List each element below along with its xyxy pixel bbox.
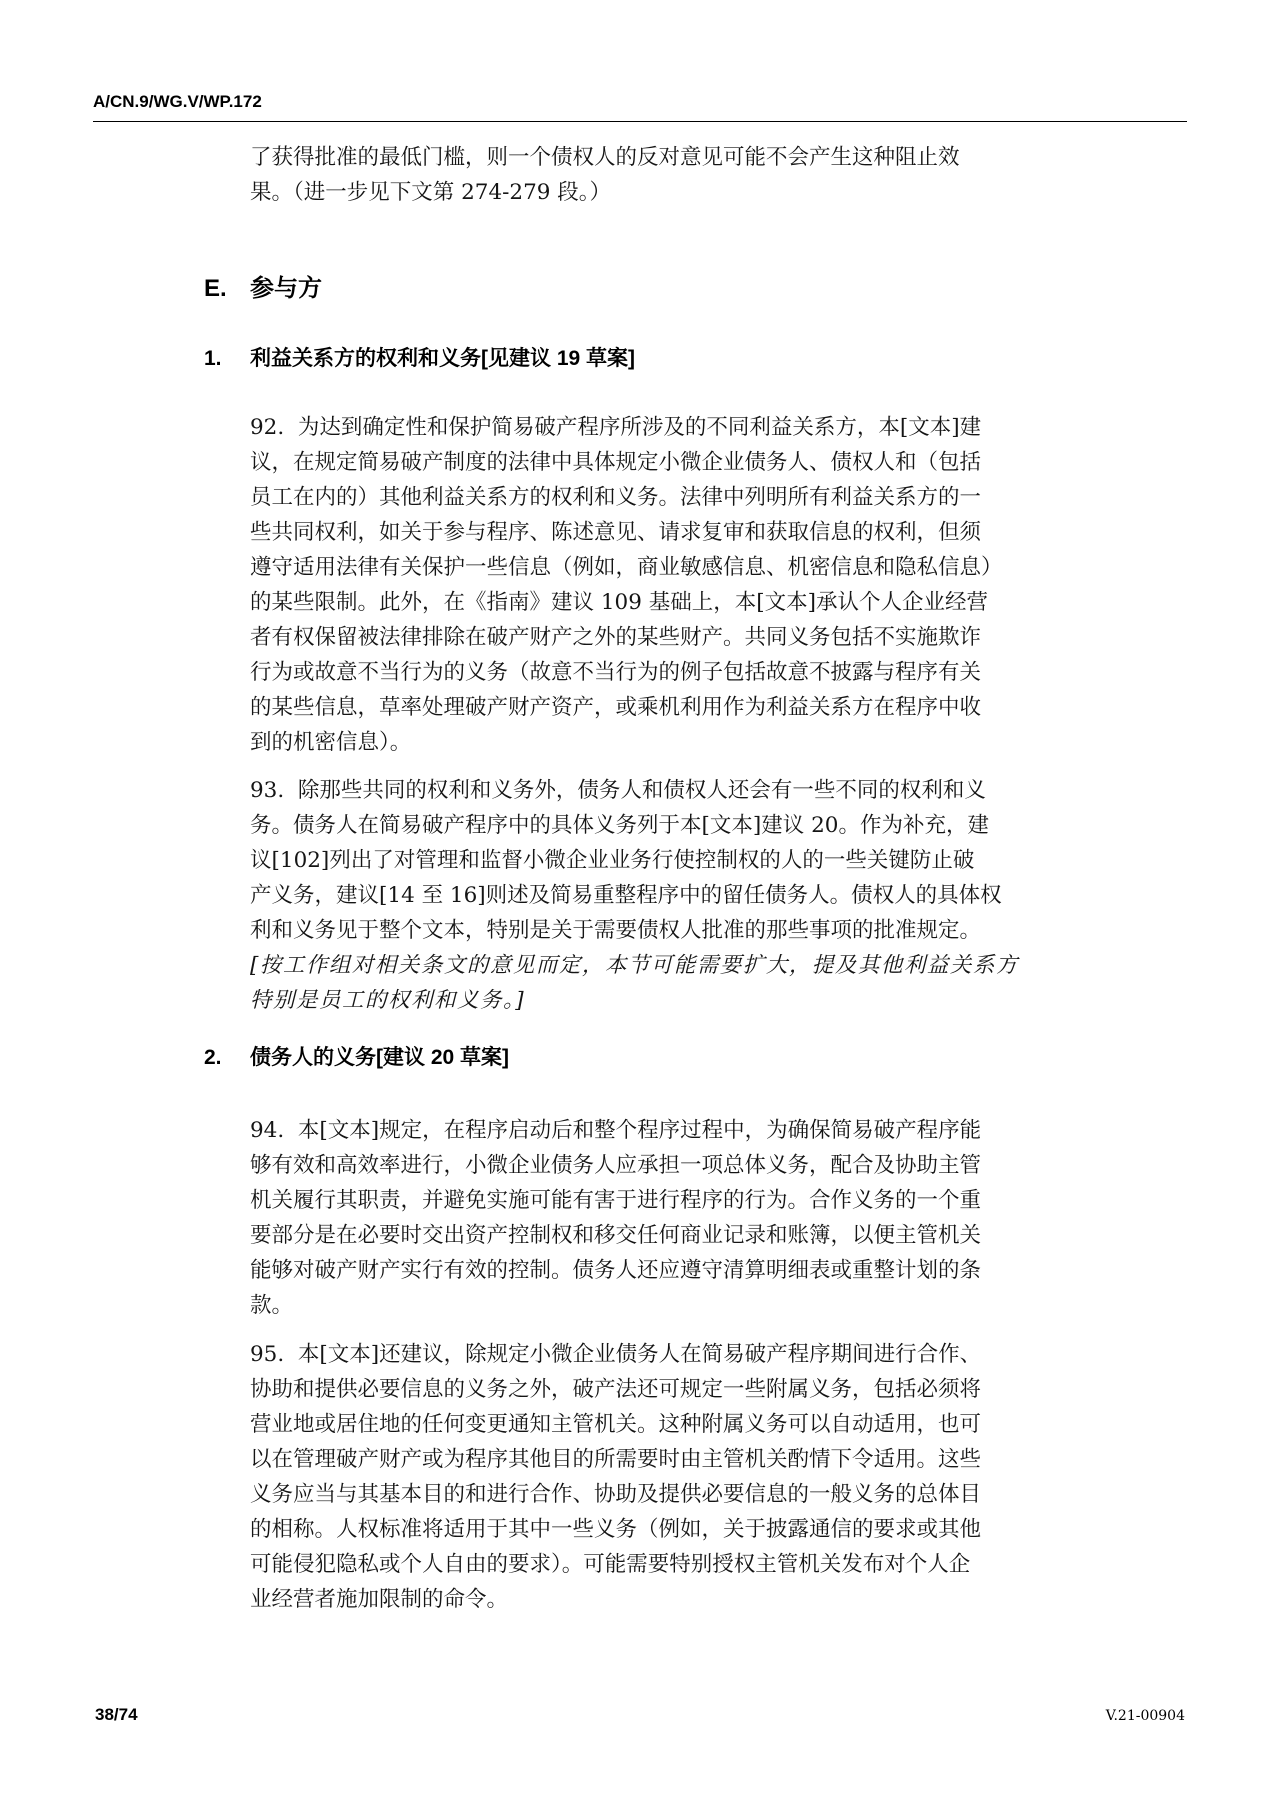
document-reference: V.21-00904	[1105, 1708, 1185, 1724]
text-line: 者有权保留被法律排除在破产财产之外的某些财产。共同义务包括不实施欺诈	[250, 625, 982, 650]
text-line: 以在管理破产财产或为程序其他目的所需要时由主管机关酌情下令适用。这些	[250, 1447, 982, 1472]
text-line: 94. 本[文本]规定，在程序启动后和整个程序过程中，为确保简易破产程序能	[250, 1118, 982, 1143]
paragraph-94	[250, 1113, 982, 1323]
text-line: 了获得批准的最低门槛，则一个债权人的反对意见可能不会产生这种阻止效	[250, 145, 960, 170]
subsection-number: 2.	[204, 1046, 222, 1069]
document-symbol: A/CN.9/WG.V/WP.172	[93, 92, 262, 111]
page-number: 38/74	[95, 1705, 138, 1724]
text-line: 93. 除那些共同的权利和义务外，债务人和债权人还会有一些不同的权利和义	[250, 778, 986, 803]
text-line: 产义务，建议[14 至 16]则述及简易重整程序中的留任债务人。债权人的具体权	[250, 883, 1002, 908]
text-line: 义务应当与其基本目的和进行合作、协助及提供必要信息的一般义务的总体目	[250, 1482, 982, 1507]
text-line: 要部分是在必要时交出资产控制权和移交任何商业记录和账簿，以便主管机关	[250, 1223, 982, 1248]
section-number: E.	[204, 275, 227, 302]
paragraph-92	[250, 410, 1003, 760]
text-line: 议[102]列出了对管理和监督小微企业业务行使控制权的人的一些关键防止破	[250, 848, 975, 873]
subsection-number: 1.	[204, 347, 222, 370]
text-line: 机关履行其职责，并避免实施可能有害于进行程序的行为。合作义务的一个重	[250, 1188, 982, 1213]
text-line: 利和义务见于整个文本，特别是关于需要债权人批准的那些事项的批准规定。	[250, 918, 982, 943]
header-rule	[93, 121, 1187, 122]
section-heading-e	[204, 274, 922, 304]
text-line: 营业地或居住地的任何变更通知主管机关。这种附属义务可以自动适用，也可	[250, 1412, 982, 1437]
document-body	[204, 140, 1019, 1617]
text-line: 遵守适用法律有关保护一些信息（例如，商业敏感信息、机密信息和隐私信息）	[250, 555, 1003, 580]
paragraph-95	[250, 1337, 982, 1617]
editorial-note-line: [按工作组对相关条文的意见而定，本节可能需要扩大，提及其他利益关系方	[250, 953, 1019, 978]
text-line: 的某些限制。此外，在《指南》建议 109 基础上，本[文本]承认个人企业经营	[250, 590, 988, 615]
text-line: 可能侵犯隐私或个人自由的要求）。可能需要特别授权主管机关发布对个人企	[250, 1552, 971, 1577]
subsection-title: 利益关系方的权利和义务[见建议 19 草案]	[250, 347, 636, 370]
intro-paragraph	[250, 140, 960, 210]
text-line: 果。（进一步见下文第 274-279 段。）	[250, 180, 612, 205]
text-line: 的某些信息，草率处理破产财产资产，或乘机利用作为利益关系方在程序中收	[250, 695, 982, 720]
text-line: 协助和提供必要信息的义务之外，破产法还可规定一些附属义务，包括必须将	[250, 1377, 982, 1402]
text-line: 能够对破产财产实行有效的控制。债务人还应遵守清算明细表或重整计划的条	[250, 1258, 982, 1283]
text-line: 员工在内的）其他利益关系方的权利和义务。法律中列明所有利益关系方的一	[250, 485, 982, 510]
text-line: 的相称。人权标准将适用于其中一些义务（例如，关于披露通信的要求或其他	[250, 1517, 982, 1542]
subsection-heading-1	[204, 344, 922, 374]
text-line: 议，在规定简易破产制度的法律中具体规定小微企业债务人、债权人和（包括	[250, 450, 982, 475]
text-line: 92. 为达到确定性和保护简易破产程序所涉及的不同利益关系方，本[文本]建	[250, 415, 982, 440]
paragraph-93	[250, 773, 1019, 1018]
text-line: 些共同权利，如关于参与程序、陈述意见、请求复审和获取信息的权利，但须	[250, 520, 982, 545]
text-line: 够有效和高效率进行，小微企业债务人应承担一项总体义务，配合及协助主管	[250, 1153, 982, 1178]
editorial-note-line: 特别是员工的权利和义务。]	[250, 988, 526, 1013]
text-line: 业经营者施加限制的命令。	[250, 1587, 509, 1612]
subsection-title: 债务人的义务[建议 20 草案]	[250, 1046, 510, 1069]
text-line: 行为或故意不当行为的义务（故意不当行为的例子包括故意不披露与程序有关	[250, 660, 982, 685]
text-line: 95. 本[文本]还建议，除规定小微企业债务人在简易破产程序期间进行合作、	[250, 1342, 982, 1367]
text-line: 务。债务人在简易破产程序中的具体义务列于本[文本]建议 20。作为补充，建	[250, 813, 989, 838]
subsection-heading-2	[204, 1043, 922, 1073]
section-title: 参与方	[250, 275, 322, 302]
text-line: 款。	[250, 1293, 294, 1318]
text-line: 到的机密信息）。	[250, 730, 412, 755]
